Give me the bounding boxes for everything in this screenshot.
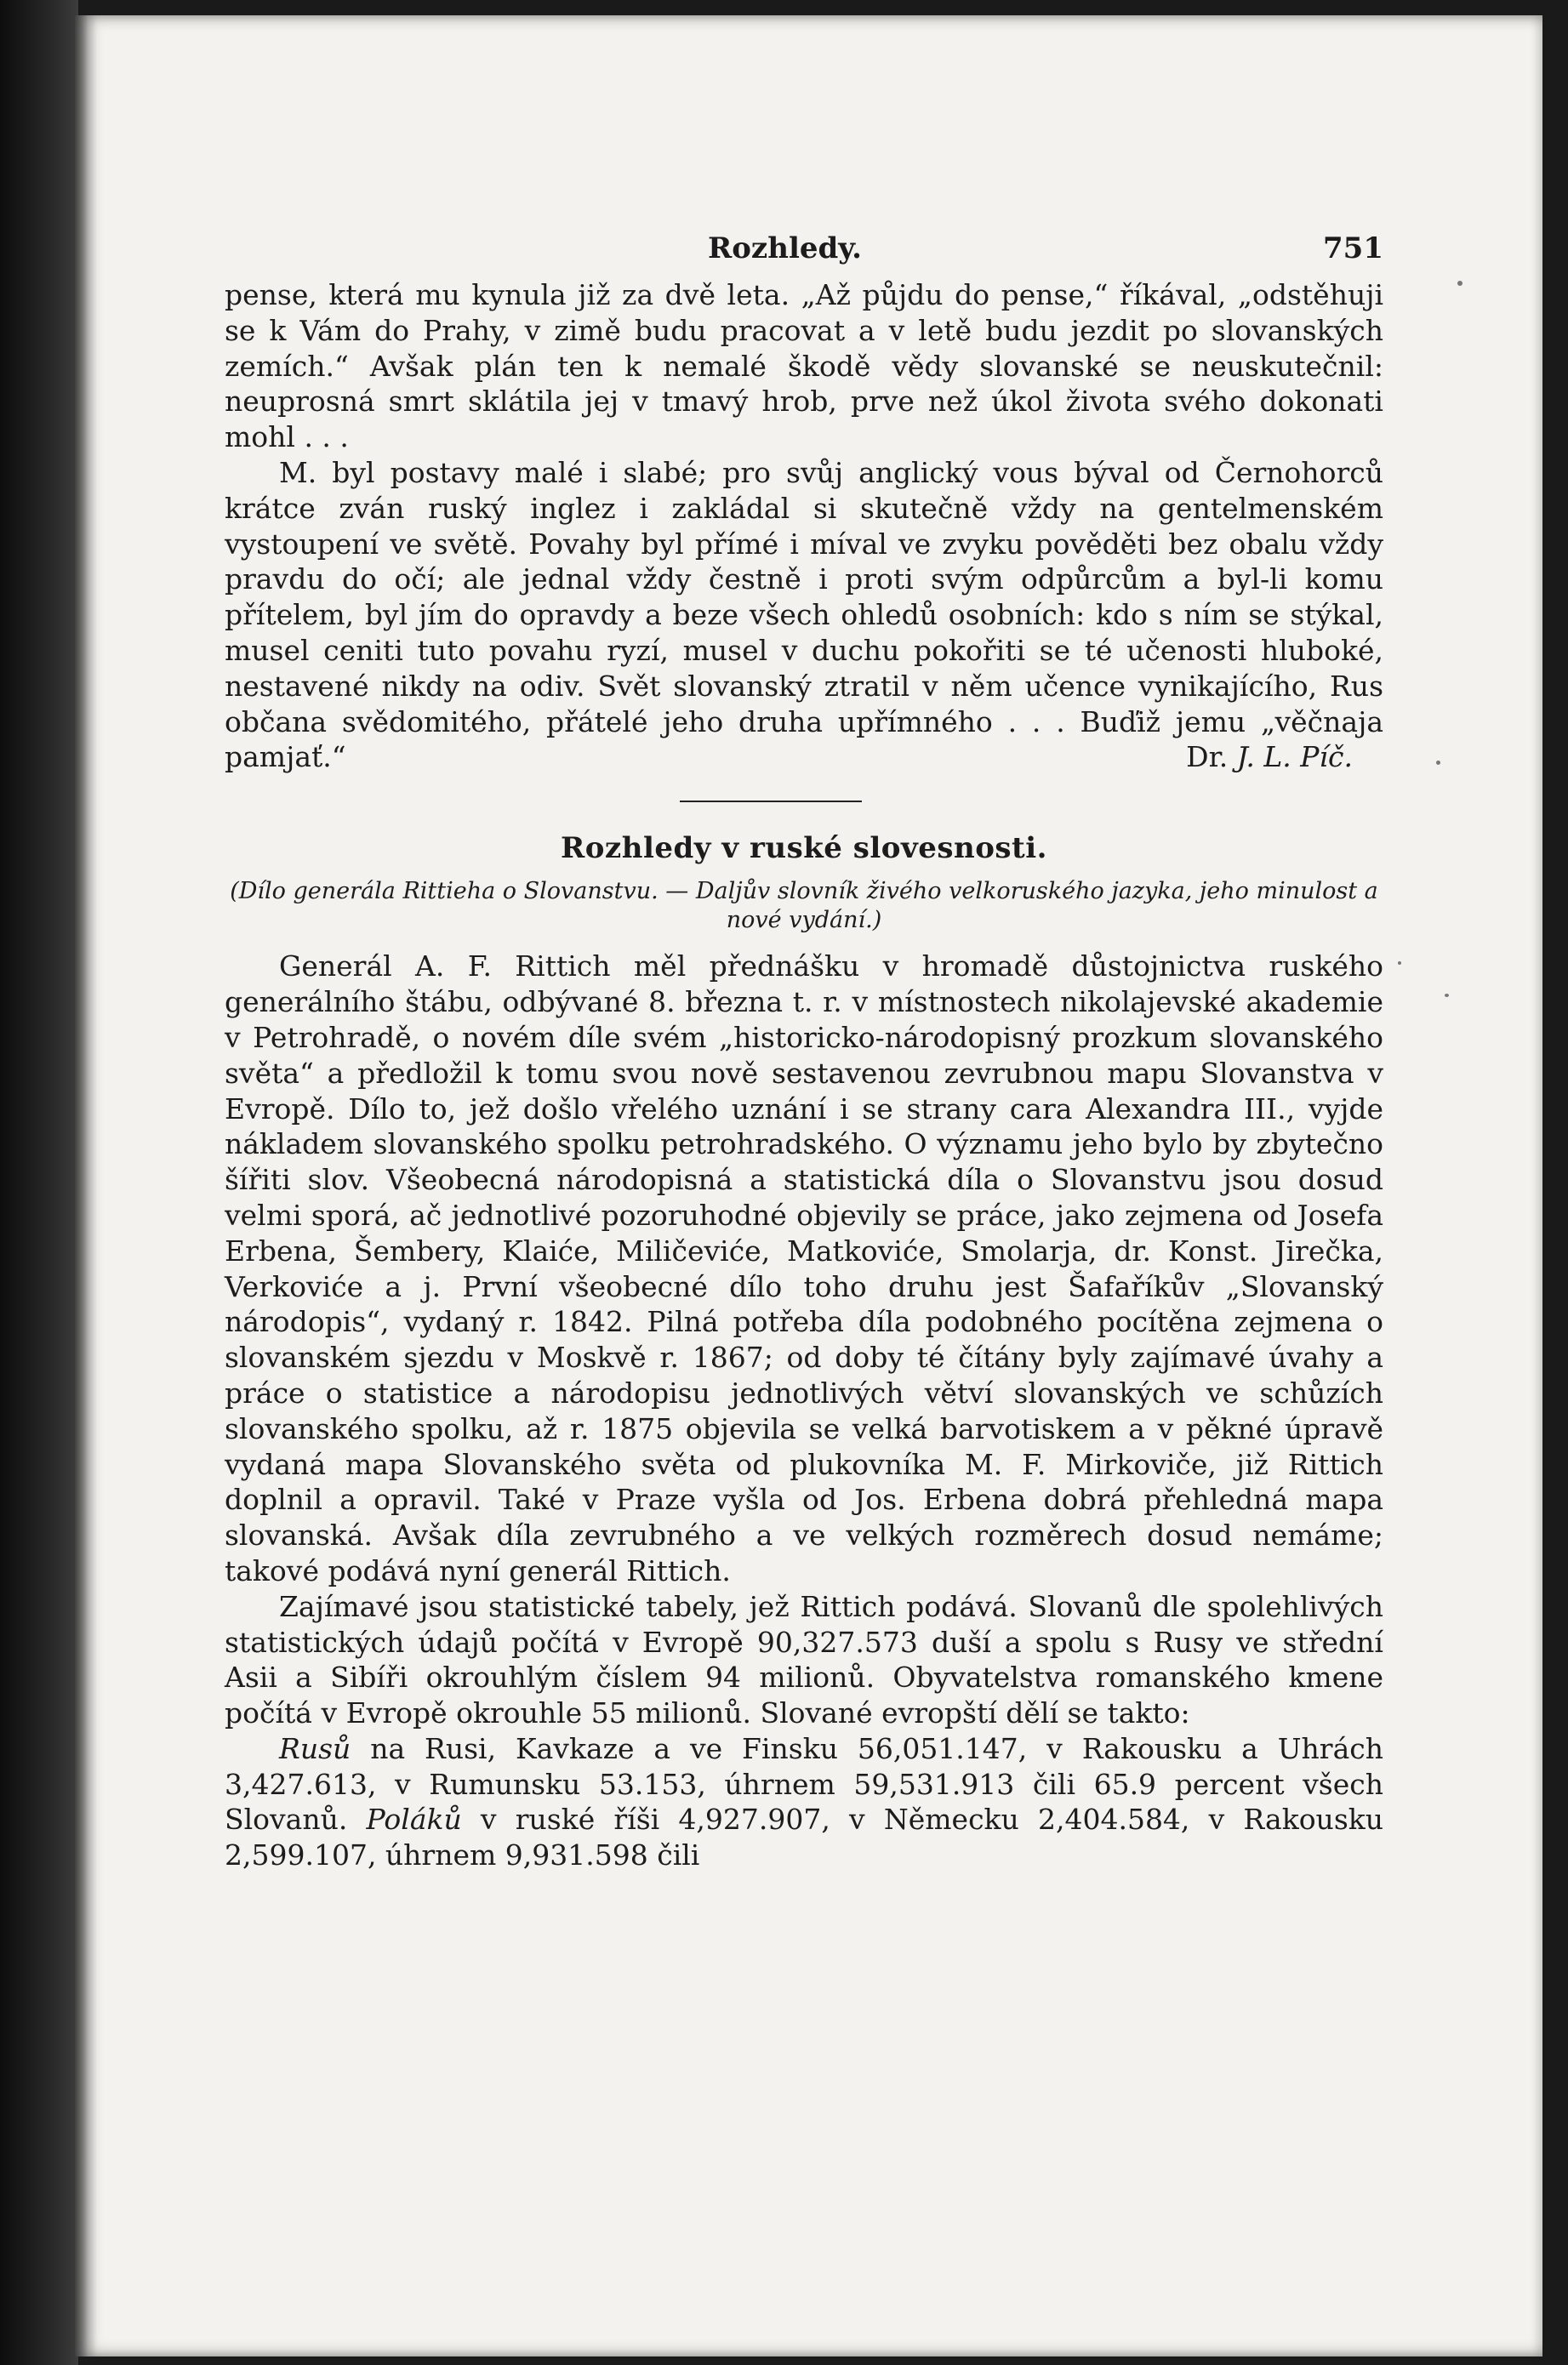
paper-speck bbox=[1445, 994, 1449, 997]
signature-line bbox=[225, 739, 1383, 775]
running-title: Rozhledy. bbox=[708, 231, 862, 265]
author-name: J. L. Píč. bbox=[1236, 740, 1353, 774]
section-divider bbox=[680, 801, 862, 802]
paragraph bbox=[225, 1731, 1383, 1873]
page-number: 751 bbox=[1323, 231, 1383, 265]
paper-speck bbox=[1398, 961, 1401, 965]
page-gutter-shadow bbox=[75, 15, 97, 2356]
emphasis-rusu: Rusů bbox=[279, 1731, 351, 1765]
paragraph: M. byl postavy malé i slabé; pro svůj anglický vous býval od Černohorců krátce zván ruský inglez i zakládal si skutečně vždy na gentelmenském vystoupení ve světě. Povahy byl přímé i míval ve zvyku pověděti bez obalu vždy pravdu do očí; ale jednal vždy čestně i proti svým odpůrcům a byl-li komu přítelem, byl jím do opravdy a beze všech ohledů osobních: kdo s ním se stýkal, musel ceniti tuto povahu ryzí, musel v duchu pokořiti se té učenosti hluboké, nestavené nikdy na odiv. Svět slovanský ztratil v něm učence vynikajícího, Rus občana svědomitého, přátelé jeho druha upřímného . . . Buďiž jemu „věčnaja bbox=[225, 455, 1383, 738]
paragraph-text: v ruské říši 4,927.907, v Německu 2,404.584, v Rakousku 2,599.107, úhrnem 9,931.598 čili bbox=[225, 1803, 1383, 1872]
section-heading: Rozhledy v ruské slovesnosti. bbox=[560, 831, 1048, 866]
running-head bbox=[225, 226, 1383, 277]
emphasis-polaku: Poláků bbox=[366, 1803, 462, 1837]
author-prefix: Dr. bbox=[1186, 740, 1229, 774]
paragraph: Zajímavé jsou statistické tabely, jež Rittich podává. Slovanů dle spolehlivých statistických údajů počítá v Evropě 90,327.573 duší a spolu s Rusy ve střední Asii a Sibíři okrouhlým číslem 94 milionů. Obyvatelstva romanského kmene počítá v Evropě okrouhle 55 milionů. Slované evropští dělí se takto: bbox=[225, 1589, 1383, 1730]
book-page bbox=[75, 15, 1542, 2356]
paragraph-text: na Rusi, Kavkaze a ve Finsku 56,051.147, v Rakousku a Uhrách 3,427.613, v Rumunsku 53.153, úhrnem 59,531.913 čili 65.9 percent všech Slovanů. bbox=[225, 1731, 1383, 1837]
closing-quote-word: pamjať.“ bbox=[225, 740, 346, 774]
paragraph: Generál A. F. Rittich měl přednášku v hromadě důstojnictva ruského generálního štábu, odbývané 8. března t. r. v místnostech nikolajevské akademie v Petrohradě, o novém díle svém „historicko-národopisný prozkum slovanského světa“ a předložil k tomu svou nově sestavenou zevrubnou mapu Slovanstva v Evropě. Dílo to, jež došlo vřelého uznání i se strany cara Alexandra III., vyjde nákladem slovanského spolku petrohradského. O významu jeho bylo by zbytečno šířiti slov. Všeobecná národopisná a statistická díla o Slovanstvu jsou dosud velmi sporá, ač jednotlivé pozoruhodné objevily se práce, jako zejmena od Josefa Erbena, Šembery, Klaiće, Miličeviće, Matkoviće, Smolarja, dr. Konst. Jirečka, Verkoviće a j. První všeobecné dílo toho druhu jest Šafaříkův „Slovanský národopis“, vydaný r. 1842. Pilná potřeba díla podobného pocítěna zejmena o slovanském sjezdu v Moskvě r. 1867; od doby té čítány byly zajímavé úvahy a práce o statistice a národopisu jednotlivých větví slovanských ve schůzích slovanského spolku, až r. 1875 objevila se velká barvotiskem a v pěkné úpravě vydaná mapa Slovanského světa od plukovníka M. F. Mirkoviče, již Rittich doplnil a opravil. Také v Praze vyšla od Jos. Erbena dobrá přehledná mapa slovanská. Avšak díla zevrubného a ve velkých rozměrech dosud nemáme; takové podává nyní generál Rittich. bbox=[225, 949, 1383, 1587]
paper-speck bbox=[1436, 761, 1440, 765]
scan-border-left bbox=[0, 0, 78, 2365]
page-content bbox=[225, 226, 1383, 1873]
paragraph: pense, která mu kynula již za dvě leta. „Až půjdu do pense,“ říkával, „odstěhuji se k Vám do Prahy, v zimě budu pracovat a v letě budu jezdit po slovanských zemích.“ Avšak plán ten k nemalé škodě vědy slovanské se neuskutečnil: neuprosná smrt sklátila jej v tmavý hrob, prve než úkol života svého dokonati mohl . . . bbox=[225, 278, 1383, 454]
author-signature bbox=[1186, 739, 1353, 775]
paper-speck bbox=[1457, 281, 1463, 286]
section-subheading: (Dílo generála Rittieha o Slovanstvu. — Daljův slovník živého velkoruského jazyka, jeho minulost a nové vydání.) bbox=[230, 878, 1378, 934]
